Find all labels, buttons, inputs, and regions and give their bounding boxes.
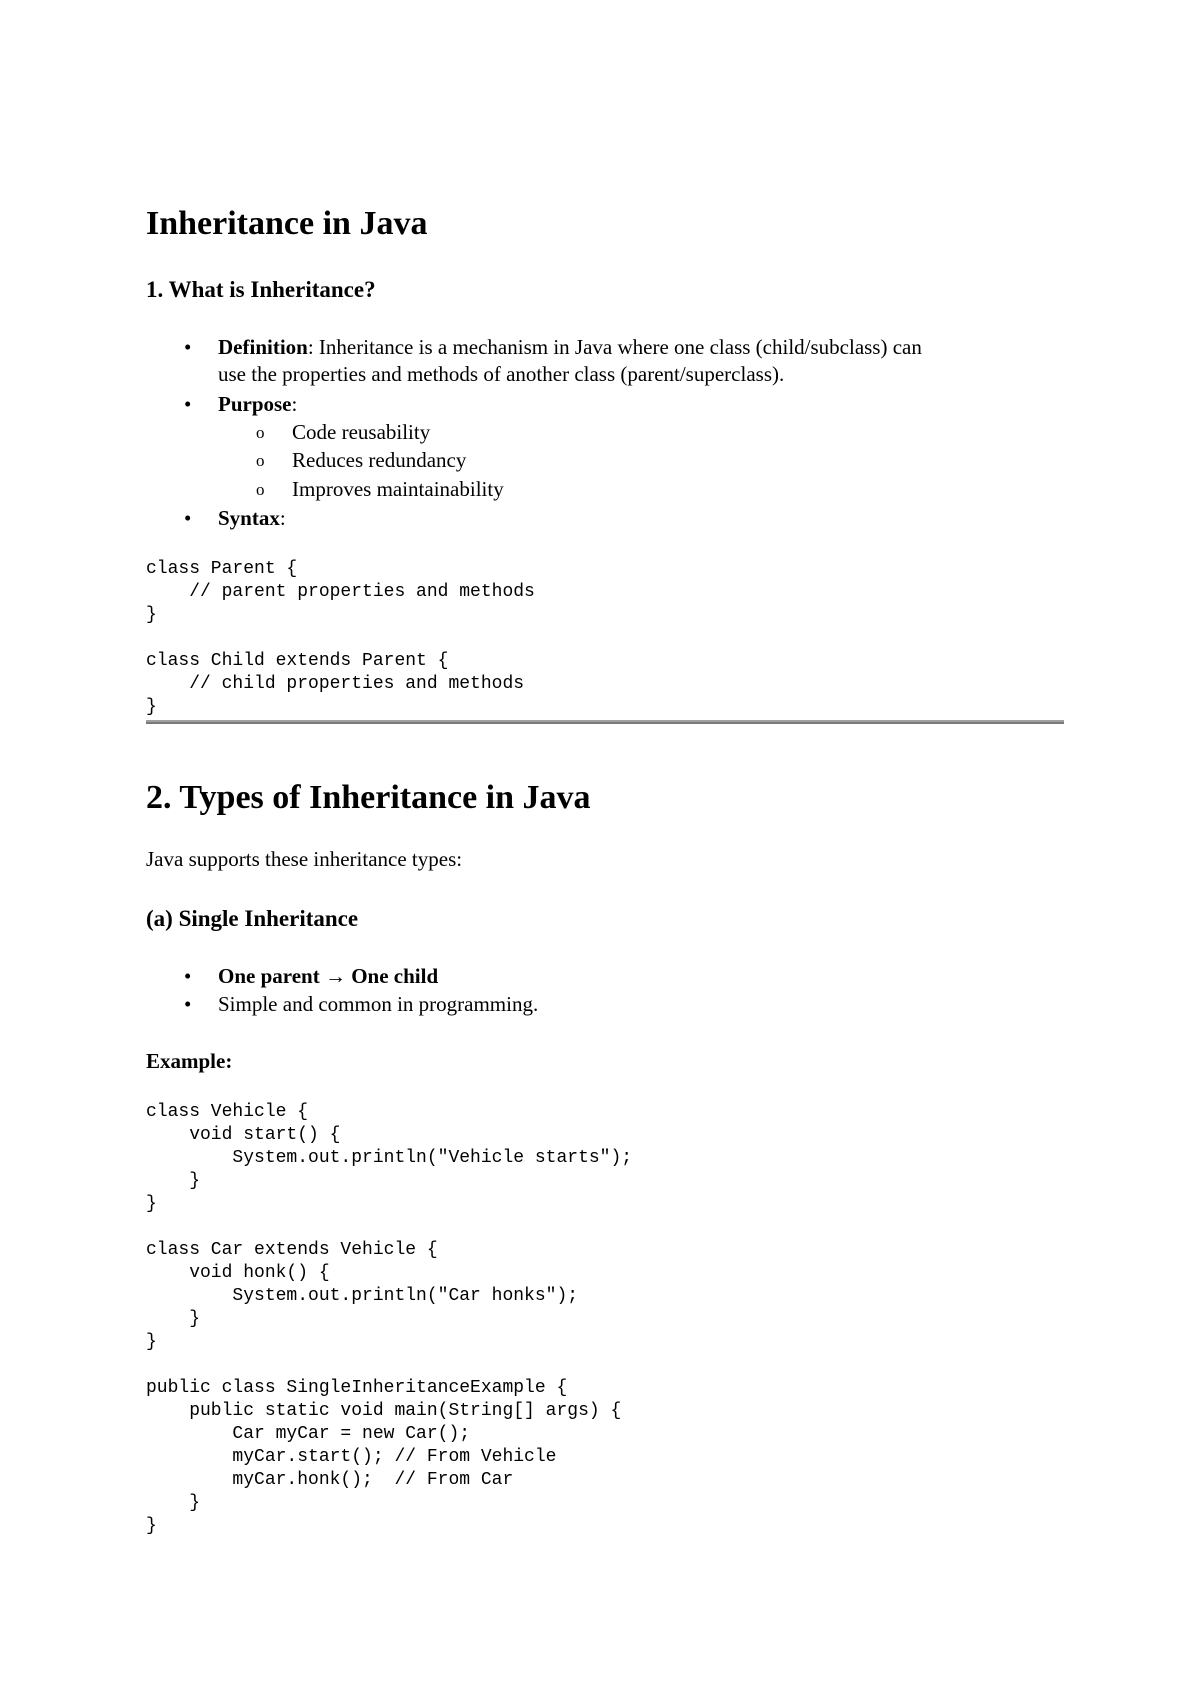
circle-bullet-icon: o [256, 423, 265, 442]
section-heading-types-of-inheritance: 2. Types of Inheritance in Java [146, 779, 591, 816]
page-title: Inheritance in Java [146, 205, 428, 242]
bullet-icon: • [184, 392, 192, 416]
section2-intro: Java supports these inheritance types: [146, 847, 463, 871]
definition-line-1: : Inheritance is a mechanism in Java where one class (child/subclass) can [307, 335, 922, 359]
bullet-icon: • [184, 992, 192, 1016]
purpose-item: Improves maintainability [292, 477, 504, 501]
syntax-label: Syntax [218, 506, 280, 530]
section-heading-what-is-inheritance: 1. What is Inheritance? [146, 277, 376, 302]
single-bullet-1: One parent → One child [218, 964, 439, 988]
purpose-label: Purpose [218, 392, 292, 416]
bullet-icon: • [184, 506, 192, 530]
definition-label: Definition [218, 335, 308, 359]
bullet-icon: • [184, 964, 192, 988]
definition-line-2: use the properties and methods of another class (parent/superclass). [218, 362, 785, 386]
purpose-suffix: : [291, 392, 298, 416]
syntax-suffix: : [279, 506, 286, 530]
subheading-single-inheritance: (a) Single Inheritance [146, 906, 359, 931]
definition-text [218, 334, 1058, 361]
single-bullet-2: Simple and common in programming. [218, 992, 539, 1016]
syntax-code-block: class Parent { // parent properties and methods } class Child extends Parent { // child properties and methods } [146, 559, 535, 717]
purpose-item: Code reusability [292, 420, 431, 444]
example-label: Example: [146, 1049, 233, 1073]
example-code-block: class Vehicle { void start() { System.out.println("Vehicle starts"); } } class Car extends Vehicle { void honk() { System.out.println("Car honks"); } } public class SingleInheritanceExample { public static void main(String[] args) { Car myCar = new Car(); myCar.start(); // From Vehicle myCar.honk(); // From Car } } [146, 1102, 633, 1536]
horizontal-rule [146, 720, 1064, 724]
purpose-item: Reduces redundancy [292, 448, 467, 472]
circle-bullet-icon: o [256, 451, 265, 470]
syntax-text [218, 505, 1058, 532]
bullet-icon: • [184, 335, 192, 359]
circle-bullet-icon: o [256, 480, 265, 499]
purpose-text [218, 391, 1058, 418]
